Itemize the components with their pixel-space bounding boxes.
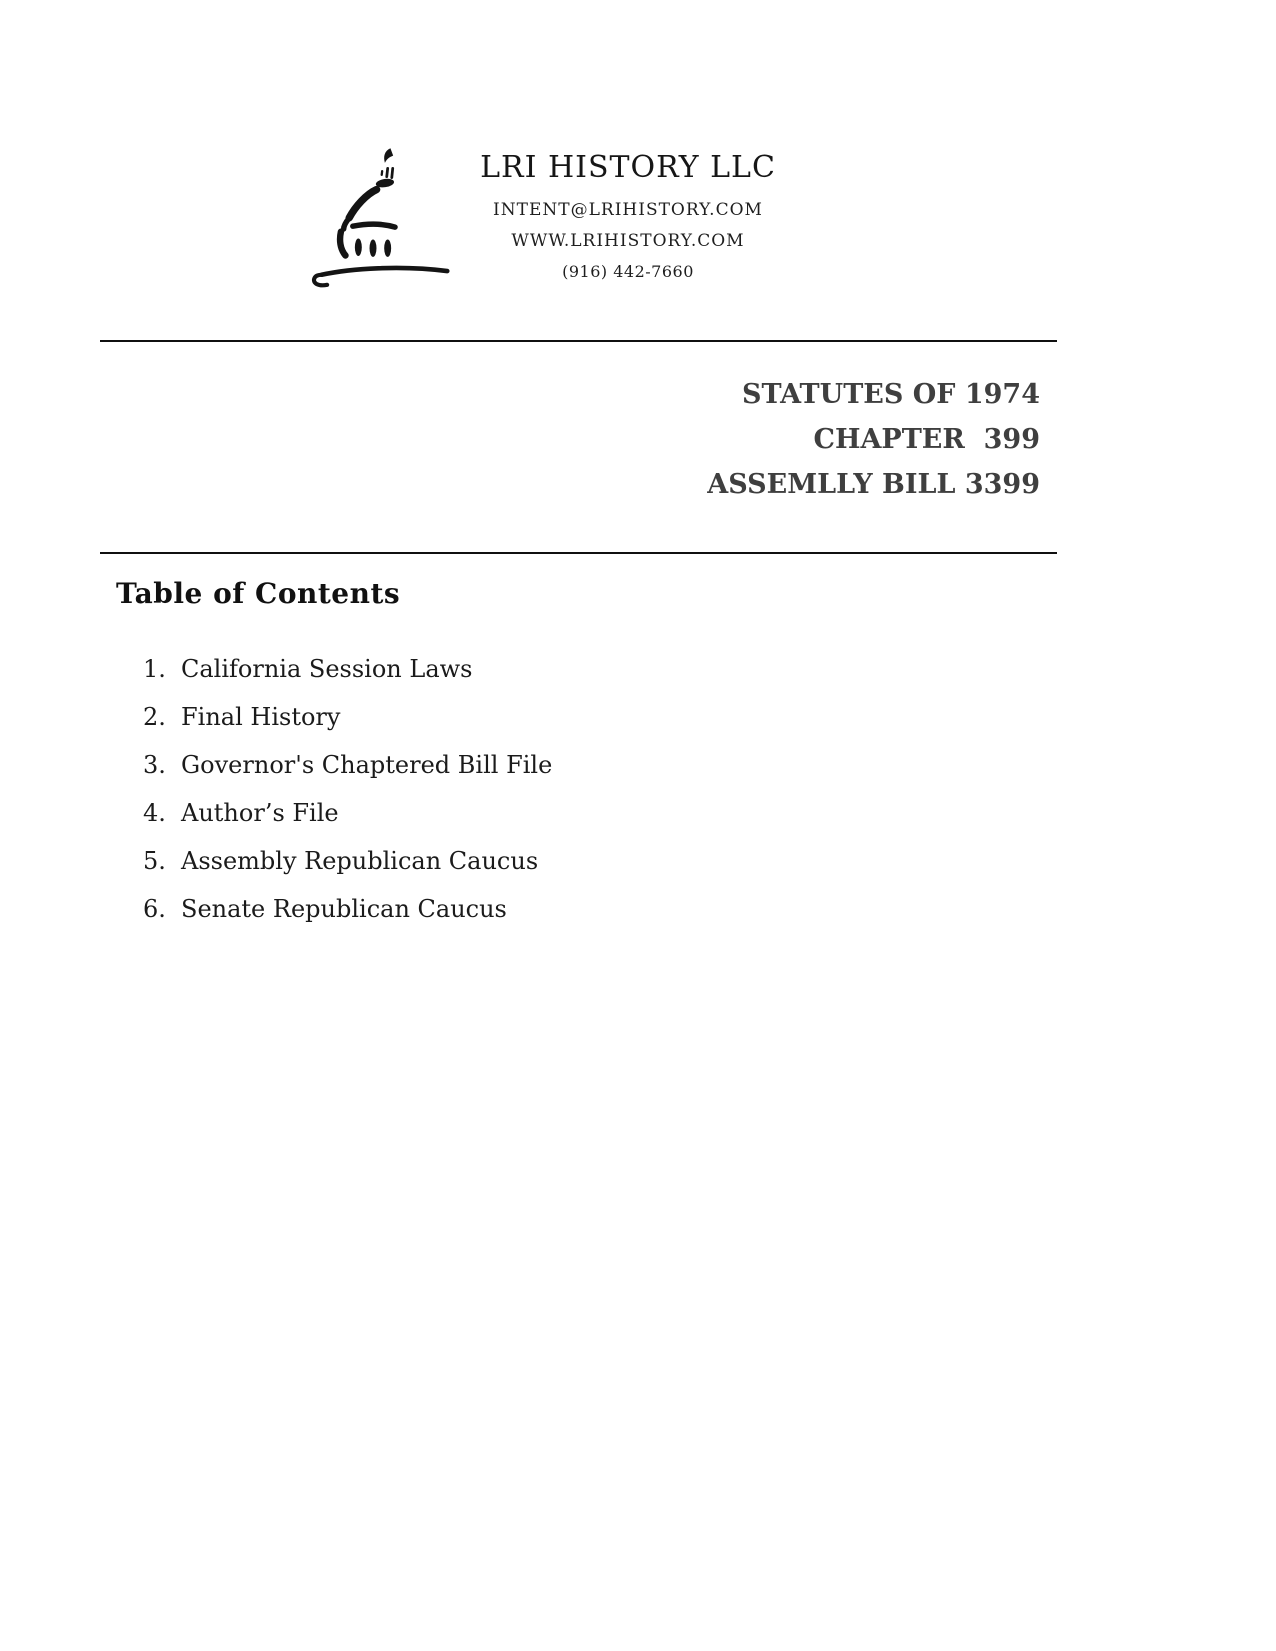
toc-item-number: 5.: [143, 847, 166, 875]
header-block: [462, 150, 794, 281]
toc-item: [143, 703, 552, 731]
statute-reference-block: [707, 372, 1040, 507]
toc-item: [143, 751, 552, 779]
assembly-bill-line: ASSEMLLY BILL 3399: [707, 469, 1040, 500]
statutes-line: STATUTES OF 1974: [741, 379, 1040, 410]
toc-item-label: Governor's Chaptered Bill File: [181, 751, 553, 779]
toc-item-number: 6.: [143, 895, 166, 923]
toc-item: [143, 847, 552, 875]
chapter-line: CHAPTER 399: [813, 424, 1040, 455]
company-phone: (916) 442-7660: [562, 262, 694, 281]
toc-item-number: 3.: [143, 751, 166, 779]
toc-item: [143, 655, 552, 683]
toc-item: [143, 895, 552, 923]
capitol-dome-logo: [296, 130, 461, 293]
divider-bottom: [100, 552, 1057, 554]
toc-item: [143, 799, 552, 827]
divider-top: [100, 340, 1057, 342]
company-website: WWW.LRIHISTORY.COM: [511, 231, 745, 251]
company-name: LRI HISTORY LLC: [480, 150, 776, 185]
toc-item-label: Assembly Republican Caucus: [181, 847, 539, 875]
toc-item-number: 4.: [143, 799, 166, 827]
flag-icon: [384, 148, 393, 163]
toc-item-number: 2.: [143, 703, 166, 731]
toc-item-label: Senate Republican Caucus: [181, 895, 507, 923]
toc-item-label: Author’s File: [181, 799, 339, 827]
toc-list: [143, 655, 552, 943]
toc-item-label: Final History: [181, 703, 341, 731]
toc-item-number: 1.: [143, 655, 166, 683]
company-email: INTENT@LRIHISTORY.COM: [493, 200, 763, 220]
toc-item-label: California Session Laws: [181, 655, 473, 683]
toc-title: Table of Contents: [116, 577, 401, 610]
